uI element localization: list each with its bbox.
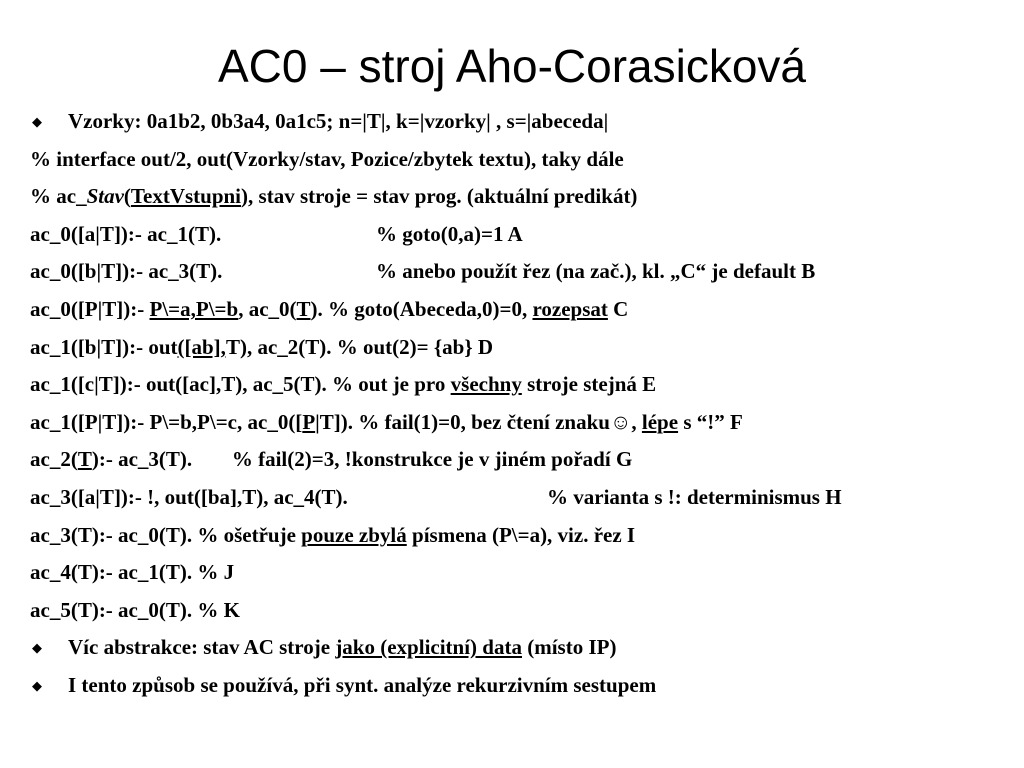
underlined-segment: T	[296, 296, 311, 321]
diamond-bullet-icon: ◆	[32, 677, 42, 693]
code-segment: ac_3([a|T]):- !, out([ba],T), ac_4(T).	[30, 484, 348, 509]
text-segment: s “!” F	[678, 409, 743, 434]
comment-segment: % goto(0,a)=1 A	[376, 221, 523, 246]
text-segment: ac_1([b|T]):- out	[30, 334, 178, 359]
code-segment: ac_0([b|T]):- ac_3(T).	[30, 259, 223, 284]
italic-segment: Stav	[86, 184, 124, 209]
underlined-segment: T	[77, 447, 92, 472]
text-segment: (	[123, 184, 131, 209]
underlined-segment: pouze zbylá	[301, 522, 407, 547]
text-segment: ):- ac_3(T).	[91, 447, 193, 472]
underlined-segment: lépe	[641, 409, 679, 434]
line-text: ac_4(T):- ac_1(T). % J	[30, 560, 235, 585]
text-segment: ac_0([P|T]):-	[30, 296, 150, 321]
comment-line-interface	[30, 141, 1010, 179]
code-line-ac0-b	[30, 253, 1010, 291]
code-line-ac5	[30, 592, 1010, 630]
underlined-segment: rozepsat	[532, 296, 608, 321]
underlined-segment: jako (explicitní) data	[335, 635, 522, 660]
text-segment: |T]). % fail(1)=0, bez čtení znaku☺,	[315, 409, 642, 434]
underlined-segment: P	[302, 409, 316, 434]
diamond-bullet-icon: ◆	[32, 114, 42, 129]
text-segment: ac_1([P|T]):- P\=b,P\=c, ac_0([	[30, 409, 303, 434]
diamond-bullet-icon: ◆	[32, 640, 42, 656]
text-segment: T), ac_2(T). % out(2)= {ab} D	[225, 334, 494, 359]
text-segment: Víc abstrakce: stav AC stroje	[68, 635, 336, 660]
code-line-ac4	[30, 554, 1010, 592]
line-text: Vzorky: 0a1b2, 0b3a4, 0a1c5; n=|T|, k=|vzorky| , s=|abeceda|	[68, 109, 609, 133]
code-line-ac1-c	[30, 366, 1010, 404]
text-segment: ), stav stroje = stav prog. (aktuální predikát)	[241, 184, 638, 209]
text-segment: písmena (P\=a), viz. řez I	[406, 522, 636, 547]
code-line-ac2	[30, 441, 1010, 479]
bullet-item-sestup	[30, 667, 1010, 705]
comment-segment: % varianta s !: determinismus H	[547, 484, 842, 509]
text-segment: % ac_	[30, 184, 87, 209]
code-line-ac3-t	[30, 517, 1010, 555]
code-line-ac3-a	[30, 479, 1010, 517]
text-segment: stroje stejná E	[521, 372, 657, 397]
code-line-ac0-a	[30, 216, 1010, 254]
comment-line-stav	[30, 178, 1010, 216]
code-line-ac1-p	[30, 404, 1010, 442]
text-segment: C	[607, 296, 629, 321]
text-segment: , ac_0(	[238, 296, 297, 321]
bullet-item-abstrakce	[30, 629, 1010, 667]
comment-segment: % anebo použít řez (na zač.), kl. „C“ je default B	[376, 259, 816, 284]
text-segment: ac_2(	[30, 447, 78, 472]
code-segment: ac_0([a|T]):- ac_1(T).	[30, 221, 222, 246]
underlined-segment: TextVstupni	[130, 184, 242, 209]
underlined-segment: ([ab],	[177, 334, 226, 359]
code-line-ac1-b	[30, 329, 1010, 367]
line-text: I tento způsob se používá, při synt. analýze rekurzivním sestupem	[68, 672, 657, 697]
comment-segment: % fail(2)=3, !konstrukce je v jiném pořadí G	[231, 447, 633, 472]
text-segment: ac_3(T):- ac_0(T). % ošetřuje	[30, 522, 302, 547]
underlined-segment: všechny	[450, 372, 522, 397]
text-segment: ). % goto(Abeceda,0)=0,	[310, 296, 533, 321]
line-text: % interface out/2, out(Vzorky/stav, Pozice/zbytek textu), taky dále	[30, 146, 624, 171]
slide-title: AC0 – stroj Aho-Corasicková	[217, 40, 807, 92]
line-text: ac_5(T):- ac_0(T). % K	[30, 597, 240, 622]
slide-content	[30, 103, 1010, 705]
text-segment: ac_1([c|T]):- out([ac],T), ac_5(T). % out je pro	[30, 372, 451, 397]
underlined-segment: P\=a,P\=b	[149, 296, 239, 321]
bullet-item-vzorky	[30, 103, 1010, 141]
text-segment: (místo IP)	[521, 635, 617, 660]
code-line-ac0-p	[30, 291, 1010, 329]
